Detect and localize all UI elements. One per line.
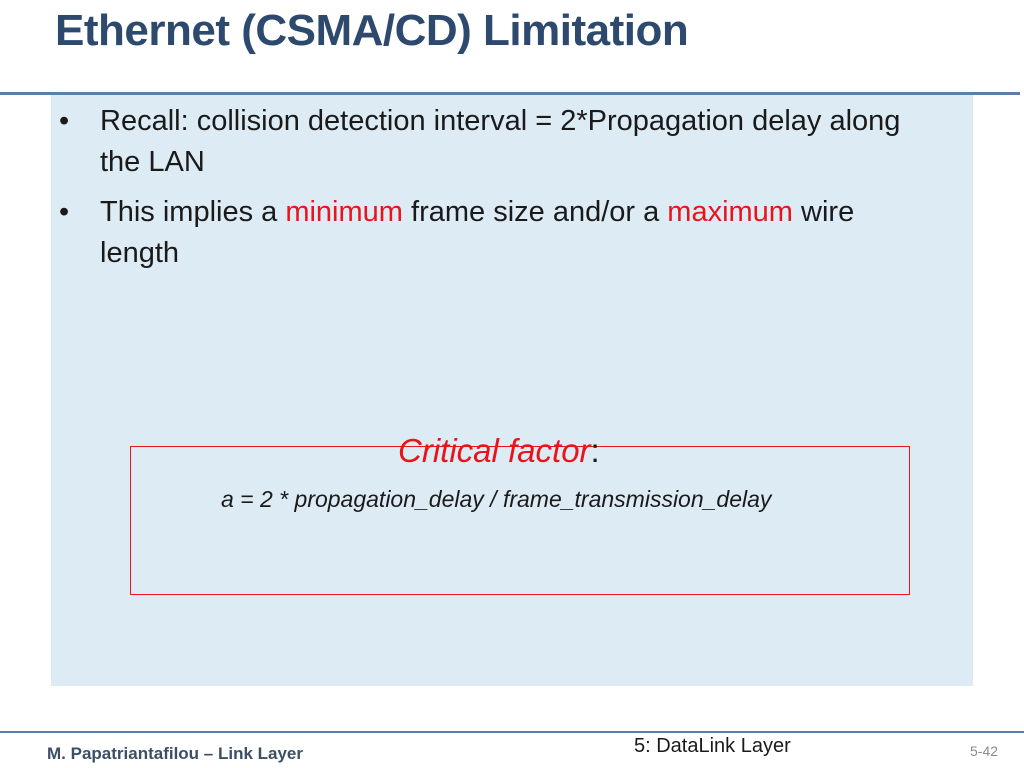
bullet-list [51, 101, 931, 283]
highlight-maximum: maximum [667, 196, 793, 228]
critical-factor-colon: : [590, 432, 600, 469]
footer-author: M. Papatriantafilou – Link Layer [47, 744, 304, 763]
critical-factor-heading [398, 432, 600, 470]
bullet-marker: • [59, 105, 70, 137]
footer-divider [0, 731, 1024, 733]
footer-chapter: 5: DataLink Layer [634, 735, 791, 757]
bullet-text-middle: frame size and/or a [402, 196, 668, 228]
bullet-item [51, 192, 931, 274]
slide-title: Ethernet (CSMA/CD) Limitation [55, 6, 689, 55]
bullet-marker: • [59, 196, 70, 228]
bullet-text-before: This implies a [100, 196, 286, 228]
bullet-text-after: wire length [100, 196, 855, 269]
bullet-text: Recall: collision detection interval = 2*Propagation delay along the LAN [100, 105, 901, 178]
bullet-item [51, 101, 931, 183]
highlight-minimum: minimum [285, 196, 403, 228]
critical-factor-label: Critical factor [398, 432, 591, 469]
critical-factor-formula: a = 2 * propagation_delay / frame_transmission_delay [221, 486, 772, 512]
page-number: 5-42 [970, 743, 999, 759]
